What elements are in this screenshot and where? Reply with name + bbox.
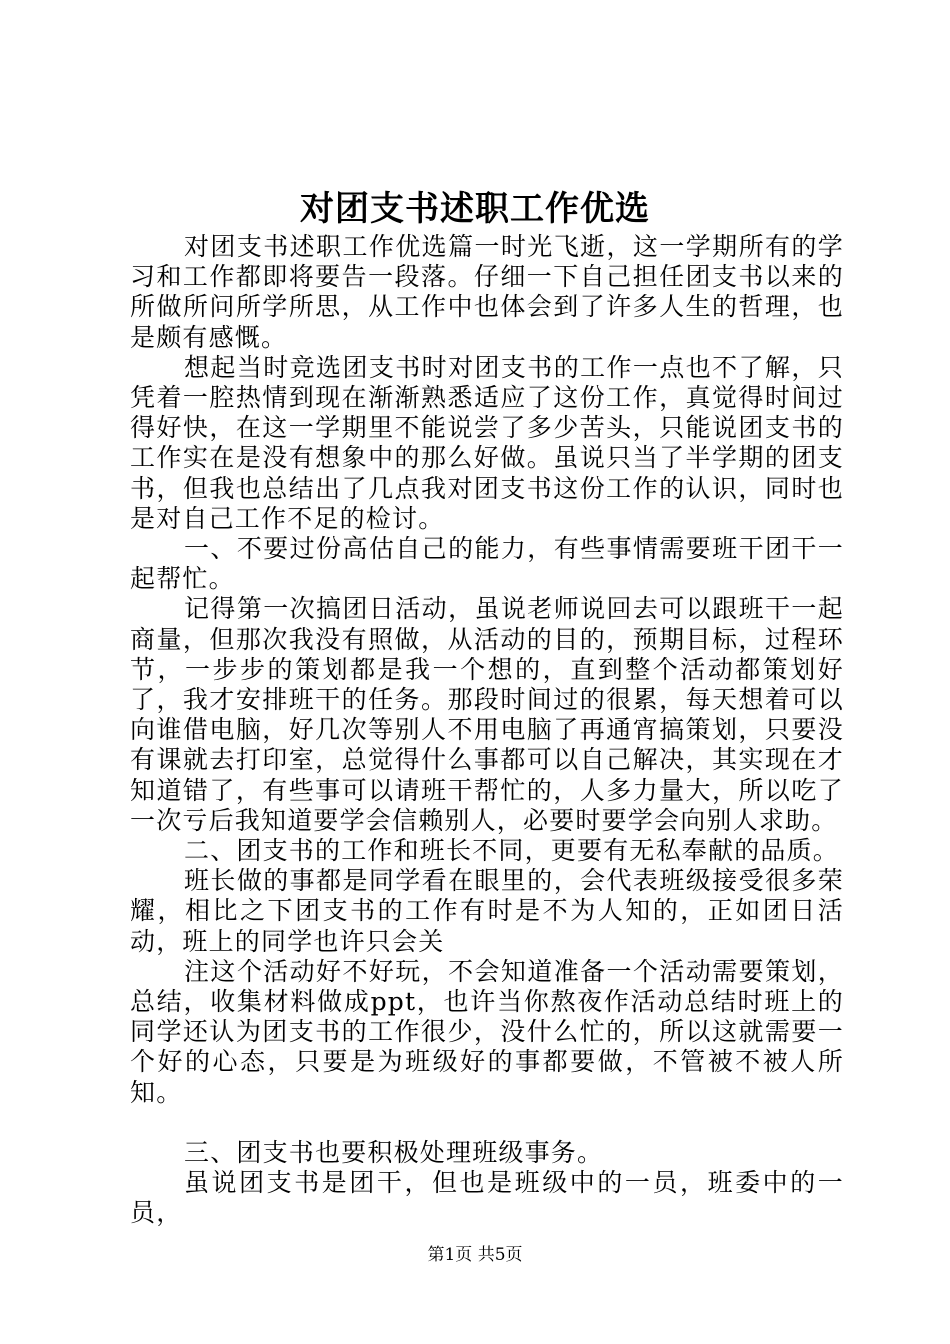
section-heading-3: 三、团支书也要积极处理班级事务。 bbox=[184, 1137, 604, 1167]
section-heading-2: 二、团支书的工作和班长不同，更要有无私奉献的品质。 bbox=[184, 836, 840, 866]
paragraph-section-2b: 注这个活动好不好玩，不会知道准备一个活动需要策划，总结，收集材料做成ppt，也许当你熬夜作活动总结时班上的同学还认为团支书的工作很少，没什么忙的，所以这就需要一个好的心态，只要是为班级好的事都要做，不管被不被人所知。 bbox=[130, 956, 844, 1107]
paragraph-intro: 对团支书述职工作优选篇一时光飞逝，这一学期所有的学习和工作都即将要告一段落。仔细一下自己担任团支书以来的所做所问所学所思，从工作中也体会到了许多人生的哲理，也是颇有感慨。 bbox=[130, 232, 844, 352]
page-number-footer: 第1页 共5页 bbox=[427, 1245, 523, 1265]
paragraph-section-3: 虽说团支书是团干，但也是班级中的一员，班委中的一员， bbox=[130, 1168, 844, 1228]
paragraph-section-2a: 班长做的事都是同学看在眼里的，会代表班级接受很多荣耀，相比之下团支书的工作有时是不为人知的，正如团日活动，班上的同学也许只会关 bbox=[130, 866, 844, 956]
paragraph-section-1: 记得第一次搞团日活动，虽说老师说回去可以跟班干一起商量，但那次我没有照做，从活动的目的，预期目标，过程环节，一步步的策划都是我一个想的，直到整个活动都策划好了，我才安排班干的任务。那段时间过的很累，每天想着可以向谁借电脑，好几次等别人不用电脑了再通宵搞策划，只要没有课就去打印室，总觉得什么事都可以自己解决，其实现在才知道错了，有些事可以请班干帮忙的，人多力量大，所以吃了一次亏后我知道要学会信赖别人，必要时要学会向别人求助。 bbox=[130, 594, 844, 835]
paragraph-reflection: 想起当时竞选团支书时对团支书的工作一点也不了解，只凭着一腔热情到现在渐渐熟悉适应了这份工作，真觉得时间过得好快，在这一学期里不能说尝了多少苦头，只能说团支书的工作实在是没有想象中的那么好做。虽说只当了半学期的团支书，但我也总结出了几点我对团支书这份工作的认识，同时也是对自己工作不足的检讨。 bbox=[130, 352, 844, 533]
document-title: 对团支书述职工作优选 bbox=[300, 189, 650, 229]
document-body bbox=[130, 232, 844, 1229]
section-heading-1: 一、不要过份高估自己的能力，有些事情需要班干团干一起帮忙。 bbox=[130, 534, 844, 594]
